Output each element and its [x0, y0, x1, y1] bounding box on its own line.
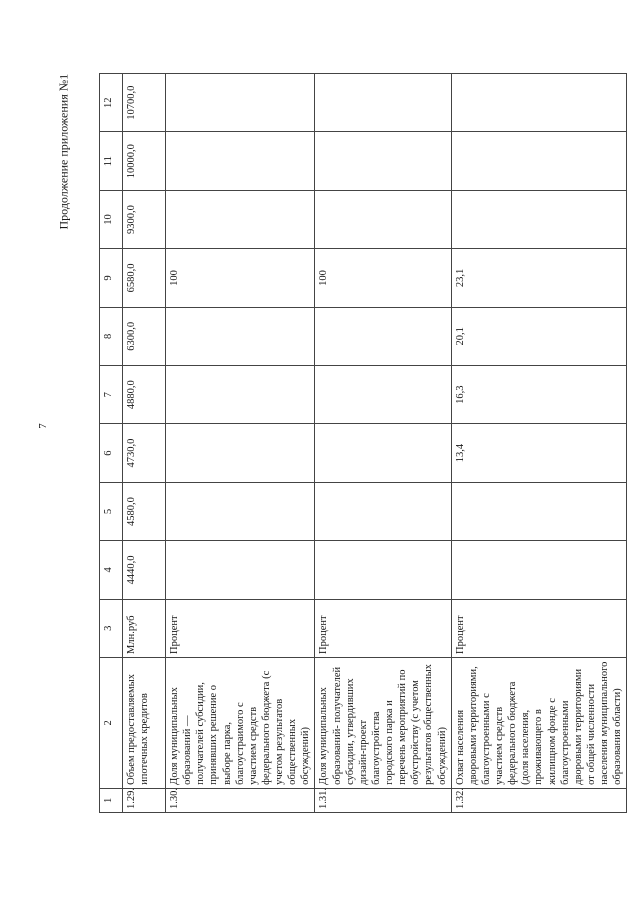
value-cell [451, 132, 627, 190]
unit-cell: Процент [166, 599, 315, 657]
value-cell: 4730,0 [123, 424, 166, 482]
value-cell [166, 307, 315, 365]
col-header: 6 [100, 424, 123, 482]
appendix-header: Продолжение приложения №1 [56, 73, 71, 230]
col-header: 3 [100, 599, 123, 657]
value-cell [166, 366, 315, 424]
col-header: 4 [100, 541, 123, 599]
value-cell: 100 [166, 249, 315, 307]
col-header: 11 [100, 132, 123, 190]
table-row [315, 74, 451, 813]
indicator-name: Доля муниципальных образований- получателей субсидии, утвердивших дизайн-проект благоустройства городского парка и перечень мероприятий по обустройству (с учетом результатов общественных обсуждений) [315, 657, 451, 788]
value-cell: 13,4 [451, 424, 627, 482]
page-number: 7 [36, 423, 49, 429]
row-number: 1.30. [166, 788, 315, 812]
col-header: 7 [100, 366, 123, 424]
col-header: 12 [100, 74, 123, 132]
col-header: 8 [100, 307, 123, 365]
indicator-name: Объем предоставляемых ипотечных кредитов [123, 657, 166, 788]
col-header: 5 [100, 482, 123, 540]
col-header: 1 [100, 788, 123, 812]
value-cell [315, 366, 451, 424]
unit-cell: Млн.руб [123, 599, 166, 657]
indicator-name: Доля муниципальных образований — получателей субсидии, принявших решение о выборе парка, благоустраимого с участием средств федерального бюджета (с учетом результатов общественных обсуждений) [166, 657, 315, 788]
row-number: 1.31. [315, 788, 451, 812]
header-row [100, 74, 123, 813]
col-header: 2 [100, 657, 123, 788]
value-cell: 6300,0 [123, 307, 166, 365]
value-cell: 23,1 [451, 249, 627, 307]
value-cell [315, 190, 451, 248]
value-cell: 100 [315, 249, 451, 307]
value-cell [166, 424, 315, 482]
col-header: 10 [100, 190, 123, 248]
col-header: 9 [100, 249, 123, 307]
value-cell [315, 482, 451, 540]
value-cell [315, 541, 451, 599]
row-number: 1.32. [451, 788, 627, 812]
value-cell [315, 132, 451, 190]
value-cell: 4580,0 [123, 482, 166, 540]
table-row [166, 74, 315, 813]
value-cell [451, 541, 627, 599]
value-cell [166, 190, 315, 248]
value-cell: 16,3 [451, 366, 627, 424]
value-cell: 9300,0 [123, 190, 166, 248]
value-cell [451, 482, 627, 540]
value-cell: 10700,0 [123, 74, 166, 132]
indicators-table [99, 73, 627, 813]
table-row [123, 74, 166, 813]
value-cell [451, 190, 627, 248]
value-cell [315, 74, 451, 132]
row-number: 1.29. [123, 788, 166, 812]
unit-cell: Процент [451, 599, 627, 657]
value-cell [451, 74, 627, 132]
value-cell: 6580,0 [123, 249, 166, 307]
indicator-name: Охват населения дворовыми территориями, благоустроенными с участием средств федерального бюджета (доля населения, проживающего в жилищном фонде с благоустроенными дворовыми территориями от общей численности населения муниципального образования области) [451, 657, 627, 788]
rotated-table-container [99, 73, 640, 813]
value-cell [166, 541, 315, 599]
unit-cell: Процент [315, 599, 451, 657]
value-cell: 4880,0 [123, 366, 166, 424]
value-cell [315, 307, 451, 365]
value-cell [166, 132, 315, 190]
value-cell [166, 482, 315, 540]
value-cell [315, 424, 451, 482]
value-cell: 10000,0 [123, 132, 166, 190]
value-cell: 4440,0 [123, 541, 166, 599]
value-cell [166, 74, 315, 132]
value-cell: 20,1 [451, 307, 627, 365]
table-row [451, 74, 627, 813]
